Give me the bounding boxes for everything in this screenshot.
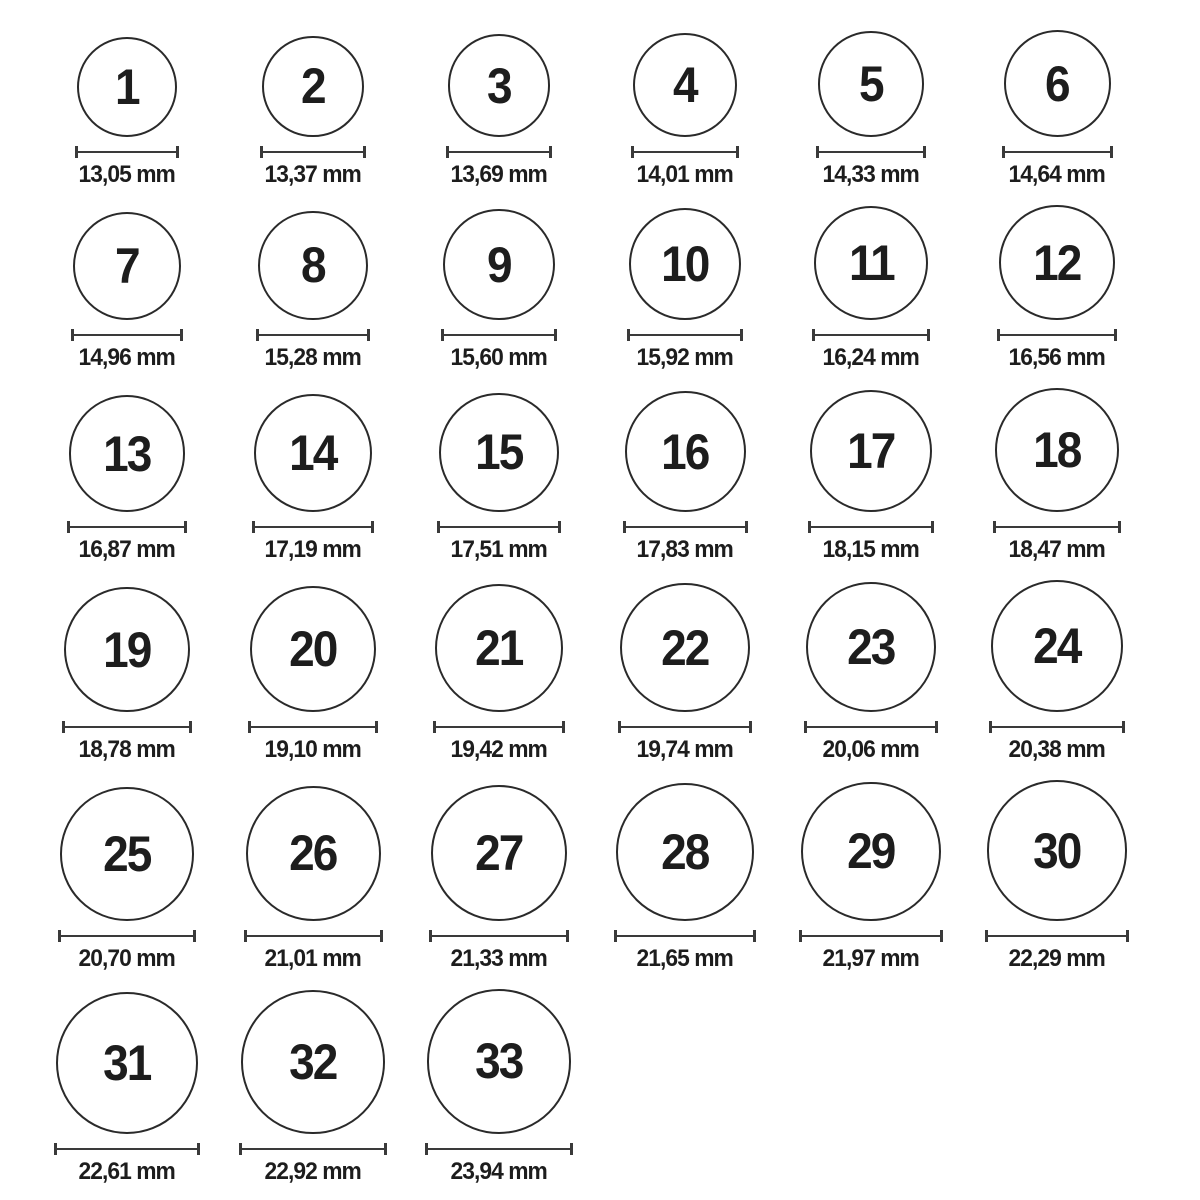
ring-size-item [34, 992, 220, 1184]
diameter-label: 20,38 mm [1008, 736, 1106, 764]
measure-tick-right [566, 930, 569, 942]
diameter-measure-line [799, 930, 942, 942]
ring-size-item [406, 989, 592, 1184]
measure-bar [70, 526, 185, 528]
diameter-measure-line [62, 721, 191, 733]
diameter-measure-line [1002, 146, 1113, 158]
diameter-measure-line [71, 329, 183, 341]
measure-bar [621, 726, 748, 728]
ring-size-circle [254, 394, 372, 512]
ring-size-row [34, 30, 1200, 187]
diameter-label: 13,37 mm [264, 161, 362, 188]
measure-tick-right [371, 521, 374, 533]
ring-size-circle [818, 31, 924, 137]
diameter-label: 15,28 mm [264, 344, 362, 372]
ring-size-number: 9 [487, 236, 511, 293]
ring-size-item [778, 31, 964, 187]
measure-tick-right [189, 721, 192, 733]
ring-size-item [964, 30, 1150, 187]
measure-bar [819, 151, 923, 153]
ring-size-circle [991, 580, 1123, 712]
diameter-measure-line [244, 930, 383, 942]
ring-size-number: 27 [475, 824, 523, 881]
diameter-measure-line [627, 329, 744, 341]
ring-size-number: 18 [1033, 422, 1081, 479]
measure-tick-right [931, 521, 934, 533]
ring-size-item [406, 584, 592, 762]
ring-size-item [592, 391, 778, 562]
ring-size-circle [814, 206, 928, 320]
diameter-label: 14,96 mm [78, 344, 176, 372]
measure-tick-right [554, 329, 557, 341]
ring-size-circle [987, 780, 1128, 921]
ring-size-item [220, 786, 406, 971]
ring-size-circle [620, 583, 749, 712]
diameter-label: 19,74 mm [636, 736, 734, 764]
ring-size-number: 15 [475, 424, 523, 481]
diameter-label: 13,69 mm [450, 161, 548, 188]
ring-size-item [34, 37, 220, 187]
measure-tick-right [570, 1143, 573, 1155]
ring-size-circle [56, 992, 198, 1134]
diameter-label: 18,15 mm [822, 536, 920, 564]
measure-tick-right [384, 1143, 387, 1155]
ring-size-number: 7 [115, 238, 139, 295]
measure-bar [811, 526, 931, 528]
ring-size-number: 2 [301, 58, 325, 115]
measure-bar [634, 151, 736, 153]
measure-tick-right [1122, 721, 1125, 733]
ring-size-circle [633, 33, 737, 137]
ring-size-circle [262, 36, 363, 137]
diameter-measure-line [54, 1143, 200, 1155]
ring-size-number: 3 [487, 57, 511, 114]
ring-size-row [34, 580, 1200, 762]
diameter-measure-line [425, 1143, 574, 1155]
ring-size-item [34, 395, 220, 562]
ring-size-item [592, 783, 778, 971]
ring-size-item [964, 205, 1150, 370]
measure-tick-right [1126, 930, 1129, 942]
ring-size-row [34, 205, 1200, 370]
measure-bar [630, 334, 741, 336]
diameter-measure-line [623, 521, 748, 533]
diameter-label: 15,60 mm [450, 344, 548, 372]
diameter-measure-line [433, 721, 565, 733]
measure-bar [807, 726, 936, 728]
ring-size-number: 30 [1033, 822, 1081, 879]
diameter-measure-line [985, 930, 1130, 942]
diameter-measure-line [804, 721, 939, 733]
ring-size-item [34, 212, 220, 370]
ring-size-item [964, 780, 1150, 971]
ring-size-item [220, 394, 406, 562]
ring-size-item [34, 587, 220, 762]
ring-size-number: 24 [1033, 618, 1081, 675]
measure-tick-right [375, 721, 378, 733]
measure-bar [247, 935, 380, 937]
ring-size-number: 13 [103, 425, 151, 482]
diameter-label: 17,83 mm [636, 536, 734, 564]
measure-bar [444, 334, 553, 336]
ring-size-circle [77, 37, 177, 137]
measure-tick-right [380, 930, 383, 942]
ring-size-number: 32 [289, 1034, 337, 1091]
measure-bar [57, 1148, 197, 1150]
diameter-label: 19,42 mm [450, 736, 548, 764]
diameter-measure-line [429, 930, 569, 942]
measure-bar [74, 334, 180, 336]
ring-size-circle [73, 212, 181, 320]
diameter-measure-line [252, 521, 374, 533]
diameter-measure-line [67, 521, 188, 533]
diameter-measure-line [816, 146, 926, 158]
measure-bar [432, 935, 566, 937]
measure-tick-right [193, 930, 196, 942]
measure-tick-right [753, 930, 756, 942]
measure-tick-right [736, 146, 739, 158]
measure-bar [815, 334, 927, 336]
ring-size-item [220, 990, 406, 1183]
diameter-label: 21,97 mm [822, 944, 920, 972]
measure-bar [996, 526, 1118, 528]
ring-size-item [592, 33, 778, 187]
ring-size-number: 29 [847, 823, 895, 880]
measure-tick-right [184, 521, 187, 533]
diameter-label: 14,33 mm [822, 161, 920, 188]
diameter-measure-line [260, 146, 365, 158]
ring-size-circle [806, 582, 937, 713]
measure-tick-right [1114, 329, 1117, 341]
ring-size-circle [810, 390, 932, 512]
diameter-measure-line [256, 329, 370, 341]
diameter-measure-line [812, 329, 930, 341]
diameter-measure-line [75, 146, 179, 158]
ring-size-row [34, 989, 1200, 1184]
ring-size-circle [435, 584, 563, 712]
measure-bar [255, 526, 371, 528]
measure-tick-right [558, 521, 561, 533]
ring-size-number: 31 [103, 1034, 151, 1091]
diameter-label: 17,51 mm [450, 536, 548, 564]
measure-tick-right [562, 721, 565, 733]
diameter-label: 21,33 mm [450, 944, 548, 972]
ring-size-item [592, 583, 778, 762]
ring-size-item [406, 393, 592, 563]
ring-size-circle [448, 34, 551, 137]
ring-size-number: 20 [289, 621, 337, 678]
ring-size-item [778, 582, 964, 763]
ring-size-item [220, 36, 406, 187]
ring-size-number: 17 [847, 422, 895, 479]
ring-size-number: 14 [289, 425, 337, 482]
ring-size-circle [629, 208, 742, 321]
measure-bar [617, 935, 753, 937]
diameter-label: 16,24 mm [822, 344, 920, 372]
measure-bar [61, 935, 193, 937]
ring-size-number: 8 [301, 237, 325, 294]
measure-tick-right [940, 930, 943, 942]
diameter-label: 20,06 mm [822, 736, 920, 764]
ring-size-item [778, 206, 964, 370]
ring-size-item [406, 209, 592, 370]
ring-size-row [34, 388, 1200, 562]
measure-bar [65, 726, 188, 728]
ring-size-circle [60, 787, 194, 921]
diameter-measure-line [618, 721, 751, 733]
ring-size-number: 16 [661, 423, 709, 480]
diameter-label: 16,56 mm [1008, 344, 1106, 372]
measure-bar [78, 151, 176, 153]
measure-bar [1000, 334, 1113, 336]
measure-tick-right [549, 146, 552, 158]
ring-size-number: 6 [1045, 55, 1069, 112]
ring-size-item [778, 390, 964, 562]
ring-size-number: 26 [289, 825, 337, 882]
measure-bar [440, 526, 558, 528]
ring-size-item [34, 787, 220, 971]
ring-size-item [778, 782, 964, 971]
measure-tick-right [197, 1143, 200, 1155]
ring-size-circle [439, 393, 559, 513]
ring-size-circle [625, 391, 746, 512]
diameter-label: 20,70 mm [78, 944, 176, 972]
diameter-label: 22,92 mm [264, 1157, 362, 1185]
ring-size-item [220, 586, 406, 763]
measure-tick-right [927, 329, 930, 341]
ring-size-circle [431, 785, 567, 921]
ring-size-item [964, 388, 1150, 562]
ring-size-item [220, 211, 406, 371]
diameter-label: 17,19 mm [264, 536, 362, 564]
measure-bar [263, 151, 362, 153]
diameter-label: 22,29 mm [1008, 944, 1106, 972]
diameter-measure-line [239, 1143, 386, 1155]
measure-bar [802, 935, 939, 937]
ring-size-circle [801, 782, 940, 921]
measure-bar [251, 726, 376, 728]
ring-size-number: 21 [475, 620, 523, 677]
measure-tick-right [1110, 146, 1113, 158]
diameter-label: 18,78 mm [78, 736, 176, 764]
diameter-measure-line [58, 930, 196, 942]
ring-size-number: 22 [661, 619, 709, 676]
ring-size-circle [246, 786, 381, 921]
ring-size-number: 23 [847, 618, 895, 675]
diameter-measure-line [441, 329, 556, 341]
diameter-measure-line [808, 521, 934, 533]
ring-size-number: 1 [115, 59, 139, 115]
measure-tick-right [363, 146, 366, 158]
measure-bar [428, 1148, 571, 1150]
ring-size-circle [69, 395, 186, 512]
ring-size-number: 4 [673, 56, 697, 113]
ring-size-circle [258, 211, 368, 321]
diameter-label: 16,87 mm [78, 536, 176, 564]
ring-size-circle [999, 205, 1114, 320]
diameter-label: 19,10 mm [264, 736, 362, 764]
measure-tick-right [745, 521, 748, 533]
measure-tick-right [923, 146, 926, 158]
ring-size-item [406, 34, 592, 187]
measure-bar [259, 334, 367, 336]
ring-size-number: 10 [661, 236, 709, 293]
diameter-label: 21,01 mm [264, 944, 362, 972]
diameter-label: 14,01 mm [636, 161, 734, 188]
measure-bar [992, 726, 1122, 728]
ring-size-item [406, 785, 592, 971]
ring-size-circle [427, 989, 572, 1134]
ring-size-number: 33 [475, 1033, 523, 1090]
measure-bar [626, 526, 745, 528]
measure-tick-right [1118, 521, 1121, 533]
diameter-measure-line [993, 521, 1121, 533]
measure-bar [1005, 151, 1110, 153]
measure-tick-right [180, 329, 183, 341]
measure-tick-right [740, 329, 743, 341]
diameter-measure-line [437, 521, 561, 533]
ring-size-circle [250, 586, 377, 713]
diameter-measure-line [997, 329, 1116, 341]
measure-tick-right [367, 329, 370, 341]
diameter-measure-line [248, 721, 379, 733]
diameter-label: 14,64 mm [1008, 161, 1106, 188]
diameter-measure-line [614, 930, 756, 942]
diameter-label: 15,92 mm [636, 344, 734, 372]
diameter-measure-line [446, 146, 553, 158]
ring-size-circle [443, 209, 554, 320]
ring-size-number: 25 [103, 826, 151, 883]
ring-size-circle [616, 783, 754, 921]
ring-size-circle [241, 990, 384, 1133]
diameter-label: 13,05 mm [78, 161, 176, 188]
diameter-label: 18,47 mm [1008, 536, 1106, 564]
diameter-label: 23,94 mm [450, 1157, 548, 1185]
measure-tick-right [935, 721, 938, 733]
diameter-measure-line [989, 721, 1125, 733]
ring-size-number: 11 [848, 235, 894, 292]
ring-size-circle [64, 587, 189, 712]
ring-size-item [964, 580, 1150, 762]
measure-tick-right [749, 721, 752, 733]
ring-size-number: 5 [859, 56, 883, 113]
diameter-label: 22,61 mm [78, 1157, 176, 1185]
diameter-label: 21,65 mm [636, 944, 734, 972]
ring-size-item [592, 208, 778, 371]
ring-size-circle [995, 388, 1119, 512]
ring-size-circle [1004, 30, 1111, 137]
measure-bar [449, 151, 550, 153]
measure-bar [436, 726, 562, 728]
measure-bar [242, 1148, 383, 1150]
ring-size-number: 19 [103, 621, 151, 678]
ring-size-number: 12 [1033, 234, 1081, 291]
measure-tick-right [176, 146, 179, 158]
ring-size-number: 28 [661, 824, 709, 881]
measure-bar [988, 935, 1127, 937]
ring-size-row [34, 780, 1200, 971]
diameter-measure-line [631, 146, 739, 158]
